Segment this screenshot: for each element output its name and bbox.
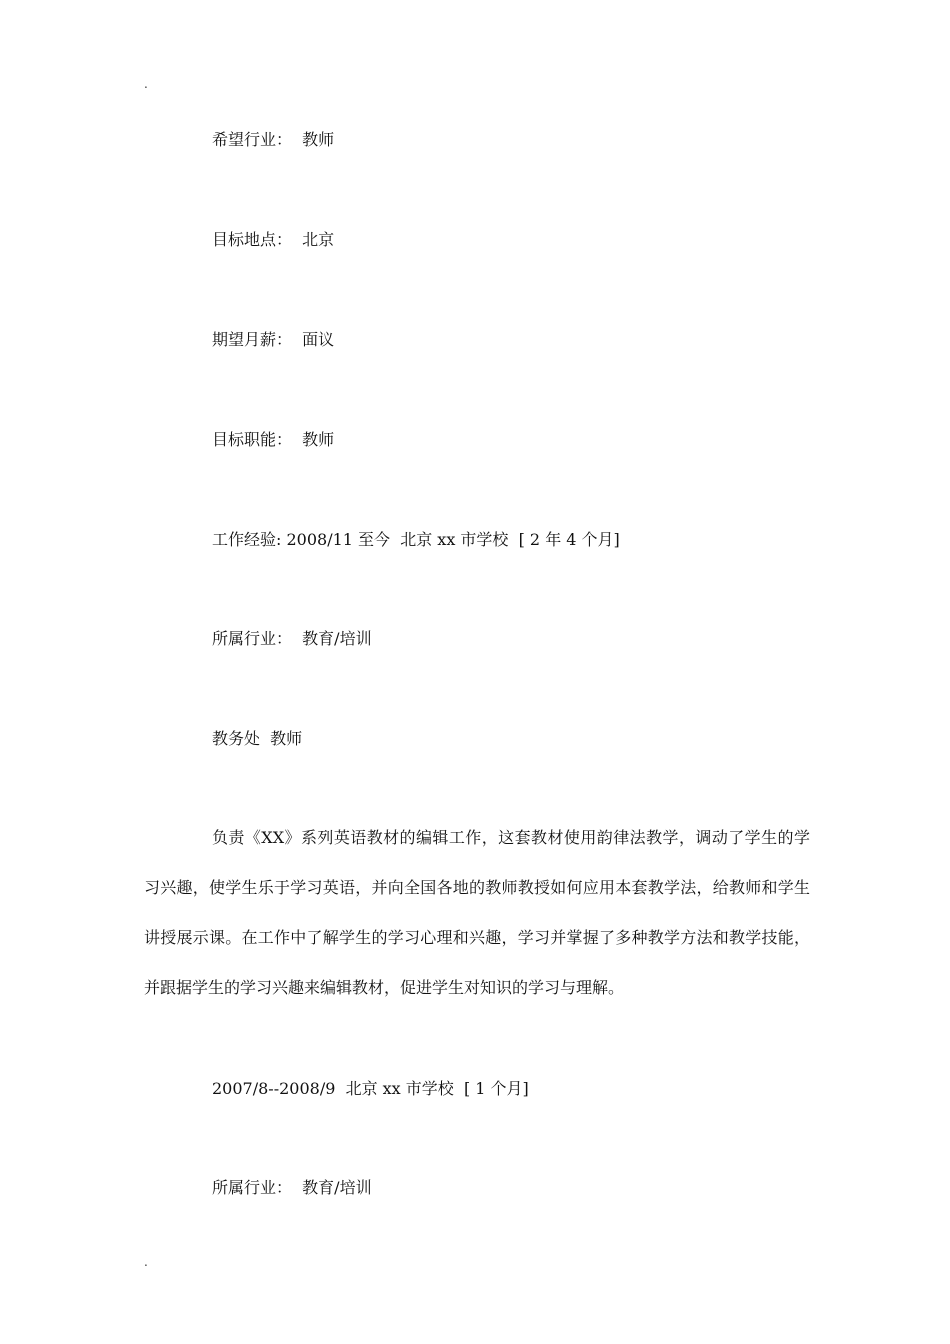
target-function-line: 目标职能： 教师: [212, 430, 335, 449]
work-experience-line: 工作经验: 2008/11 至今 北京 xx 市学校 [ 2 年 4 个月]: [212, 530, 620, 549]
second-experience-line: 2007/8--2008/9 北京 xx 市学校 [ 1 个月]: [212, 1079, 529, 1098]
header-mark: .: [144, 77, 148, 91]
expected-salary-line: 期望月薪： 面议: [212, 330, 335, 349]
desired-industry-line: 希望行业： 教师: [212, 130, 335, 149]
job-description-paragraph: 负责《XX》系列英语教材的编辑工作，这套教材使用韵律法教学，调动了学生的学习兴趣，使学生乐于学习英语，并向全国各地的教师教授如何应用本套教学法，给教师和学生讲授展示课。在工作中了解学生的学习心理和兴趣，学习并掌握了多种教学方法和教学技能，并跟据学生的学习兴趣来编辑教材，促进学生对知识的学习与理解。: [144, 828, 810, 997]
industry-line: 所属行业： 教育/培训: [212, 629, 372, 648]
department-position-line: 教务处 教师: [212, 729, 303, 748]
footer-mark: .: [144, 1255, 148, 1269]
target-location-line: 目标地点： 北京: [212, 230, 335, 249]
second-industry-line: 所属行业： 教育/培训: [212, 1178, 372, 1197]
